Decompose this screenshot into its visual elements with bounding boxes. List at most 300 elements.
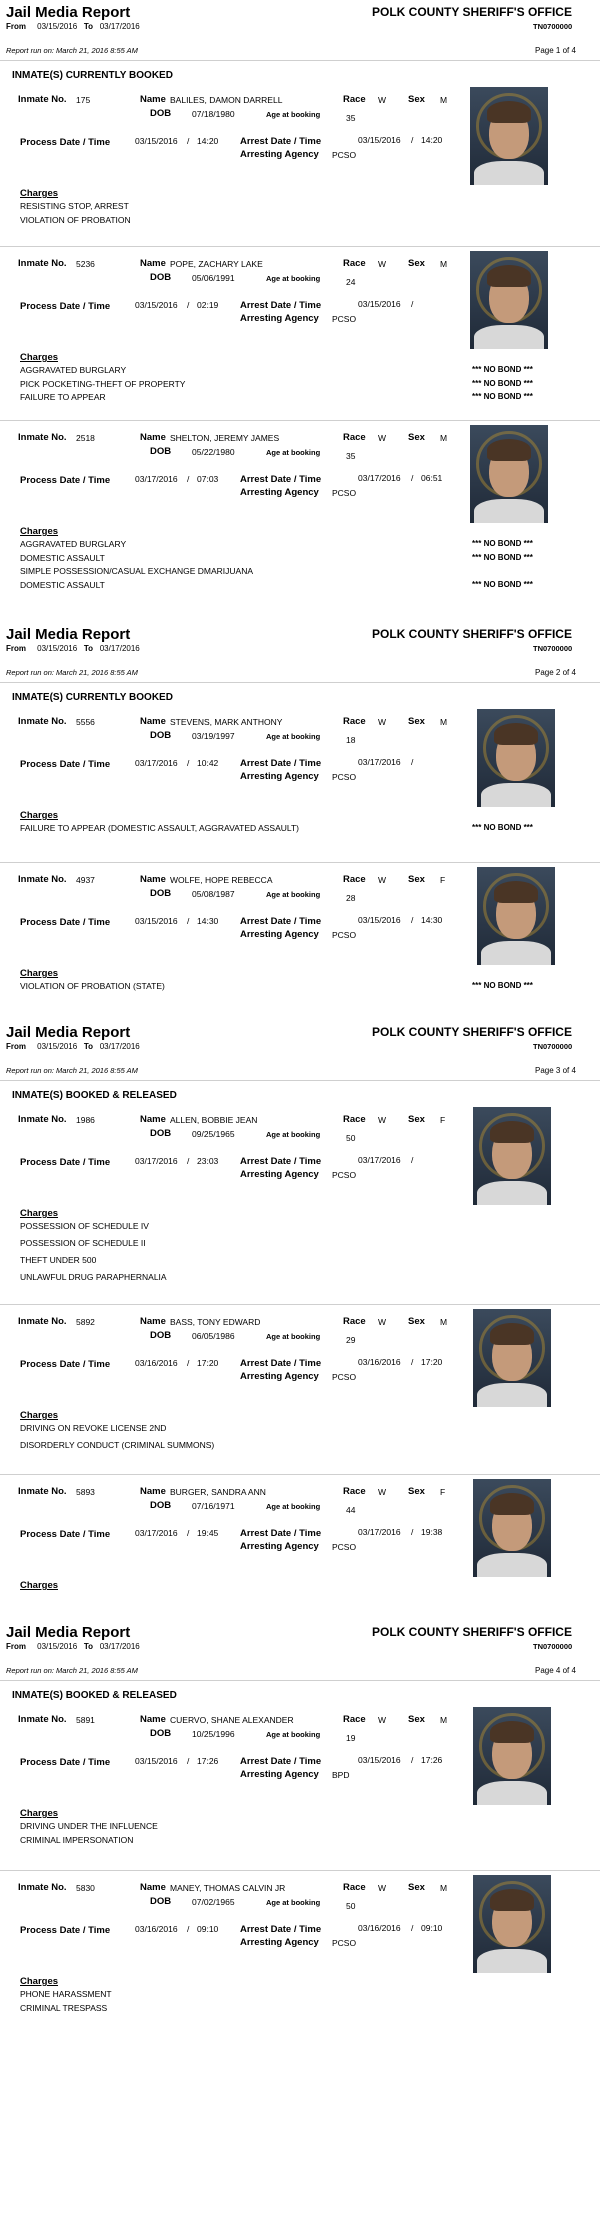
inmate-photo	[470, 425, 548, 523]
process-date: 03/15/2016	[135, 136, 178, 146]
dob-label: DOB	[150, 1500, 172, 1511]
age-value: 35	[346, 451, 356, 461]
divider	[0, 1080, 600, 1081]
page-number: Page 1 of 4	[535, 46, 576, 55]
charges-label: Charges	[20, 1976, 59, 1987]
agency-value: PCSO	[332, 1372, 357, 1382]
sex-label: Sex	[408, 874, 425, 885]
report-title: Jail Media Report	[6, 626, 131, 643]
inmate-photo	[473, 1107, 551, 1205]
age-label: Age at booking	[266, 110, 321, 119]
age-value: 35	[346, 113, 356, 123]
shirt-shape	[477, 1553, 547, 1577]
arrest-date: 03/17/2016	[358, 1527, 401, 1537]
org-name: POLK COUNTY SHERIFF'S OFFICE	[372, 5, 572, 19]
age-label: Age at booking	[266, 1898, 321, 1907]
hair-shape	[490, 1493, 534, 1515]
hair-shape	[494, 723, 538, 745]
age-label: Age at booking	[266, 1332, 321, 1341]
name-label: Name	[140, 1882, 166, 1893]
bond-status: *** NO BOND ***	[472, 378, 533, 388]
dob-value: 05/22/1980	[192, 447, 235, 457]
race-value: W	[378, 259, 387, 269]
to-label: To	[83, 644, 94, 653]
inmate-photo	[470, 251, 548, 349]
inmate-no: 4937	[76, 875, 95, 885]
section-title: INMATE(S) CURRENTLY BOOKED	[12, 70, 173, 81]
from-label: From	[6, 1642, 26, 1651]
process-label: Process Date / Time	[20, 917, 111, 928]
agency-label: Arresting Agency	[240, 1937, 319, 1948]
process-time: 02:19	[197, 300, 219, 310]
inmate-photo	[473, 1707, 551, 1805]
inmate-no-label: Inmate No.	[18, 258, 67, 269]
inmate-no: 2518	[76, 433, 95, 443]
dob-value: 05/08/1987	[192, 889, 235, 899]
divider	[0, 60, 600, 61]
sex-value: M	[440, 1317, 448, 1327]
process-label: Process Date / Time	[20, 137, 111, 148]
sex-label: Sex	[408, 94, 425, 105]
race-value: W	[378, 1317, 387, 1327]
to-date: 03/17/2016	[99, 22, 140, 31]
report-title: Jail Media Report	[6, 1024, 131, 1041]
arrest-slash: /	[411, 299, 414, 309]
sex-value: F	[440, 1487, 446, 1497]
agency-label: Arresting Agency	[240, 1769, 319, 1780]
sex-label: Sex	[408, 1882, 425, 1893]
from-label: From	[6, 22, 26, 31]
arrest-slash: /	[411, 1357, 414, 1367]
sex-label: Sex	[408, 432, 425, 443]
process-slash: /	[187, 1924, 190, 1934]
arrest-label: Arrest Date / Time	[240, 1156, 322, 1167]
arrest-label: Arrest Date / Time	[240, 916, 322, 927]
inmate-photo	[473, 1875, 551, 1973]
sex-label: Sex	[408, 716, 425, 727]
inmate-no-label: Inmate No.	[18, 1486, 67, 1497]
agency-value: PCSO	[332, 314, 357, 324]
charges-label: Charges	[20, 1808, 59, 1819]
to-label: To	[83, 22, 94, 31]
name-label: Name	[140, 94, 166, 105]
charge-item: DRIVING UNDER THE INFLUENCE	[20, 1821, 158, 1831]
hair-shape	[490, 1889, 534, 1911]
inmate-name: SHELTON, JEREMY JAMES	[170, 433, 280, 443]
charges-label: Charges	[20, 352, 59, 363]
process-label: Process Date / Time	[20, 1925, 111, 1936]
process-slash: /	[187, 136, 190, 146]
process-slash: /	[187, 1156, 190, 1166]
arrest-time: 19:38	[421, 1527, 443, 1537]
age-value: 18	[346, 735, 356, 745]
bond-status: *** NO BOND ***	[472, 392, 533, 401]
arrest-date: 03/17/2016	[358, 757, 401, 767]
process-label: Process Date / Time	[20, 759, 111, 770]
race-label: Race	[343, 1714, 366, 1725]
name-label: Name	[140, 432, 166, 443]
inmate-no-label: Inmate No.	[18, 874, 67, 885]
sex-label: Sex	[408, 1316, 425, 1327]
arrest-date: 03/15/2016	[358, 915, 401, 925]
age-label: Age at booking	[266, 1730, 321, 1739]
age-label: Age at booking	[266, 274, 321, 283]
name-label: Name	[140, 258, 166, 269]
arrest-date: 03/16/2016	[358, 1357, 401, 1367]
divider	[0, 682, 600, 683]
process-label: Process Date / Time	[20, 301, 111, 312]
agency-label: Arresting Agency	[240, 771, 319, 782]
process-label: Process Date / Time	[20, 1359, 111, 1370]
sex-value: M	[440, 1883, 448, 1893]
bond-status: *** NO BOND ***	[472, 365, 533, 374]
process-time: 17:20	[197, 1358, 219, 1368]
sex-value: M	[440, 259, 448, 269]
inmate-no-label: Inmate No.	[18, 1316, 67, 1327]
report-run-on: Report run on: March 21, 2016 8:55 AM	[6, 1066, 138, 1075]
report-page	[0, 1020, 600, 1620]
shirt-shape	[474, 325, 544, 349]
arrest-time: 09:10	[421, 1923, 443, 1933]
inmate-no-label: Inmate No.	[18, 1114, 67, 1125]
name-label: Name	[140, 1316, 166, 1327]
process-label: Process Date / Time	[20, 475, 111, 486]
section-title: INMATE(S) BOOKED & RELEASED	[12, 1690, 177, 1701]
inmate-no-label: Inmate No.	[18, 716, 67, 727]
inmate-no: 1986	[76, 1115, 95, 1125]
shirt-shape	[477, 1949, 547, 1973]
bond-status: *** NO BOND ***	[472, 552, 533, 562]
charge-item: AGGRAVATED BURGLARY	[20, 539, 127, 549]
inmate-photo	[477, 867, 555, 965]
date-range	[6, 22, 140, 31]
sex-value: M	[440, 433, 448, 443]
agency-label: Arresting Agency	[240, 929, 319, 940]
inmate-name: MANEY, THOMAS CALVIN JR	[170, 1883, 286, 1893]
inmate-no: 5891	[76, 1715, 95, 1725]
dob-value: 07/16/1971	[192, 1501, 235, 1511]
process-time: 14:20	[197, 136, 219, 146]
inmate-name: BALILES, DAMON DARRELL	[170, 95, 283, 105]
inmate-no-label: Inmate No.	[18, 432, 67, 443]
record-divider	[0, 1304, 600, 1305]
inmate-photo	[477, 709, 555, 807]
divider	[0, 1680, 600, 1681]
arrest-slash: /	[411, 473, 414, 483]
org-name: POLK COUNTY SHERIFF'S OFFICE	[372, 1625, 572, 1639]
arrest-slash: /	[411, 915, 414, 925]
race-value: W	[378, 1883, 387, 1893]
report-page	[0, 1620, 600, 2220]
report-run-on: Report run on: March 21, 2016 8:55 AM	[6, 1666, 138, 1675]
age-value: 19	[346, 1733, 356, 1743]
arrest-slash: /	[411, 1527, 414, 1537]
arrest-date: 03/15/2016	[358, 299, 401, 309]
charge-item: DRIVING ON REVOKE LICENSE 2ND	[20, 1423, 167, 1433]
arrest-slash: /	[411, 135, 414, 145]
process-slash: /	[187, 300, 190, 310]
charge-item: VIOLATION OF PROBATION	[20, 214, 131, 225]
process-label: Process Date / Time	[20, 1529, 111, 1540]
inmate-name: BURGER, SANDRA ANN	[170, 1487, 266, 1497]
arrest-slash: /	[411, 1755, 414, 1765]
agency-label: Arresting Agency	[240, 313, 319, 324]
shirt-shape	[474, 161, 544, 185]
dob-value: 10/25/1996	[192, 1729, 235, 1739]
to-date: 03/17/2016	[99, 1642, 140, 1651]
page-number: Page 3 of 4	[535, 1066, 576, 1075]
arrest-date: 03/15/2016	[358, 135, 401, 145]
dob-label: DOB	[150, 272, 172, 283]
arrest-time: 17:20	[421, 1357, 443, 1367]
to-label: To	[83, 1042, 94, 1051]
arrest-slash: /	[411, 1923, 414, 1933]
race-value: W	[378, 875, 387, 885]
arrest-slash: /	[411, 757, 414, 767]
sex-label: Sex	[408, 1714, 425, 1725]
race-label: Race	[343, 1316, 366, 1327]
dob-value: 07/02/1965	[192, 1897, 235, 1907]
facility-code: TN0700000	[533, 1642, 573, 1651]
sex-label: Sex	[408, 1114, 425, 1125]
age-value: 29	[346, 1335, 356, 1345]
process-date: 03/16/2016	[135, 1358, 178, 1368]
section-title: INMATE(S) BOOKED & RELEASED	[12, 1090, 177, 1101]
charge-item: POSSESSION OF SCHEDULE IV	[20, 1221, 149, 1231]
inmate-record	[0, 1110, 600, 1310]
charge-item: FAILURE TO APPEAR (DOMESTIC ASSAULT, AGGRAVATED ASSAULT)	[20, 823, 300, 833]
process-slash: /	[187, 1528, 190, 1538]
to-date: 03/17/2016	[99, 1042, 140, 1051]
date-range	[6, 644, 140, 653]
dob-value: 06/05/1986	[192, 1331, 235, 1341]
sex-label: Sex	[408, 258, 425, 269]
date-range	[6, 1042, 140, 1051]
date-range	[6, 1642, 140, 1651]
report-run-on: Report run on: March 21, 2016 8:55 AM	[6, 46, 138, 55]
arrest-label: Arrest Date / Time	[240, 1924, 322, 1935]
race-value: W	[378, 1715, 387, 1725]
shirt-shape	[477, 1181, 547, 1205]
charges-label: Charges	[20, 968, 59, 979]
dob-label: DOB	[150, 1896, 172, 1907]
shirt-shape	[474, 499, 544, 523]
inmate-record	[0, 1878, 600, 2078]
race-label: Race	[343, 1882, 366, 1893]
agency-value: PCSO	[332, 930, 357, 940]
hair-shape	[490, 1323, 534, 1345]
inmate-record	[0, 428, 600, 628]
bond-status: *** NO BOND ***	[472, 579, 533, 589]
charge-item: FAILURE TO APPEAR	[20, 392, 106, 402]
facility-code: TN0700000	[533, 1042, 573, 1051]
agency-value: PCSO	[332, 1170, 357, 1180]
charge-item: VIOLATION OF PROBATION (STATE)	[20, 981, 165, 991]
dob-label: DOB	[150, 108, 172, 119]
arrest-date: 03/17/2016	[358, 473, 401, 483]
age-label: Age at booking	[266, 1502, 321, 1511]
process-time: 23:03	[197, 1156, 219, 1166]
agency-label: Arresting Agency	[240, 487, 319, 498]
process-label: Process Date / Time	[20, 1757, 111, 1768]
process-time: 09:10	[197, 1924, 219, 1934]
age-value: 28	[346, 893, 356, 903]
arrest-slash: /	[411, 1155, 414, 1165]
age-label: Age at booking	[266, 890, 321, 899]
age-value: 24	[346, 277, 356, 287]
charge-item: DISORDERLY CONDUCT (CRIMINAL SUMMONS)	[20, 1440, 215, 1450]
race-value: W	[378, 433, 387, 443]
arrest-label: Arrest Date / Time	[240, 1358, 322, 1369]
charge-item: DOMESTIC ASSAULT	[20, 552, 105, 563]
dob-value: 07/18/1980	[192, 109, 235, 119]
arrest-time: 14:20	[421, 135, 443, 145]
to-date: 03/17/2016	[99, 644, 140, 653]
race-label: Race	[343, 1114, 366, 1125]
charge-item: CRIMINAL TRESPASS	[20, 2002, 108, 2013]
charge-item: DOMESTIC ASSAULT	[20, 579, 105, 590]
report-run-on: Report run on: March 21, 2016 8:55 AM	[6, 668, 138, 677]
arrest-time: 06:51	[421, 473, 443, 483]
process-time: 14:30	[197, 916, 219, 926]
charge-item: RESISTING STOP, ARREST	[20, 201, 129, 211]
process-date: 03/17/2016	[135, 758, 178, 768]
hair-shape	[490, 1121, 534, 1143]
process-slash: /	[187, 916, 190, 926]
arrest-date: 03/15/2016	[358, 1755, 401, 1765]
dob-label: DOB	[150, 730, 172, 741]
process-date: 03/17/2016	[135, 1156, 178, 1166]
name-label: Name	[140, 1486, 166, 1497]
facility-code: TN0700000	[533, 644, 573, 653]
sex-value: M	[440, 95, 448, 105]
report-title: Jail Media Report	[6, 4, 131, 21]
process-slash: /	[187, 474, 190, 484]
record-divider	[0, 246, 600, 247]
process-slash: /	[187, 1756, 190, 1766]
sex-value: F	[440, 875, 446, 885]
charge-item: THEFT UNDER 500	[20, 1255, 97, 1265]
arrest-date: 03/17/2016	[358, 1155, 401, 1165]
inmate-name: CUERVO, SHANE ALEXANDER	[170, 1715, 294, 1725]
inmate-record	[0, 254, 600, 454]
process-date: 03/16/2016	[135, 1924, 178, 1934]
report-page	[0, 0, 600, 600]
process-date: 03/17/2016	[135, 474, 178, 484]
age-label: Age at booking	[266, 1130, 321, 1139]
agency-value: BPD	[332, 1770, 350, 1780]
race-label: Race	[343, 258, 366, 269]
section-title: INMATE(S) CURRENTLY BOOKED	[12, 692, 173, 703]
bond-status: *** NO BOND ***	[472, 981, 533, 990]
agency-label: Arresting Agency	[240, 1371, 319, 1382]
arrest-label: Arrest Date / Time	[240, 136, 322, 147]
charges-label: Charges	[20, 188, 59, 199]
shirt-shape	[481, 941, 551, 965]
sex-value: M	[440, 717, 448, 727]
dob-value: 03/19/1997	[192, 731, 235, 741]
dob-label: DOB	[150, 1330, 172, 1341]
process-date: 03/15/2016	[135, 300, 178, 310]
name-label: Name	[140, 1714, 166, 1725]
agency-label: Arresting Agency	[240, 149, 319, 160]
dob-label: DOB	[150, 1728, 172, 1739]
report-title: Jail Media Report	[6, 1624, 131, 1641]
inmate-name: ALLEN, BOBBIE JEAN	[170, 1115, 258, 1125]
process-label: Process Date / Time	[20, 1157, 111, 1168]
race-label: Race	[343, 94, 366, 105]
arrest-label: Arrest Date / Time	[240, 758, 322, 769]
charge-item: AGGRAVATED BURGLARY	[20, 365, 127, 375]
from-label: From	[6, 644, 26, 653]
charges-label: Charges	[20, 1580, 59, 1591]
record-divider	[0, 1870, 600, 1871]
inmate-photo	[473, 1479, 551, 1577]
bond-status: *** NO BOND ***	[472, 539, 533, 548]
hair-shape	[490, 1721, 534, 1743]
org-name: POLK COUNTY SHERIFF'S OFFICE	[372, 627, 572, 641]
hair-shape	[487, 265, 531, 287]
inmate-name: STEVENS, MARK ANTHONY	[170, 717, 283, 727]
arrest-time: 17:26	[421, 1755, 443, 1765]
arrest-label: Arrest Date / Time	[240, 1756, 322, 1767]
agency-value: PCSO	[332, 488, 357, 498]
dob-label: DOB	[150, 1128, 172, 1139]
inmate-no: 5236	[76, 259, 95, 269]
to-label: To	[83, 1642, 94, 1651]
charges-label: Charges	[20, 1208, 59, 1219]
process-time: 07:03	[197, 474, 219, 484]
charge-item: PHONE HARASSMENT	[20, 1989, 112, 1999]
age-label: Age at booking	[266, 732, 321, 741]
race-value: W	[378, 1115, 387, 1125]
inmate-name: POPE, ZACHARY LAKE	[170, 259, 263, 269]
charge-item: UNLAWFUL DRUG PARAPHERNALIA	[20, 1272, 167, 1282]
inmate-no: 175	[76, 95, 91, 105]
process-date: 03/15/2016	[135, 1756, 178, 1766]
charge-item: PICK POCKETING-THEFT OF PROPERTY	[20, 378, 186, 389]
name-label: Name	[140, 874, 166, 885]
agency-value: PCSO	[332, 150, 357, 160]
race-value: W	[378, 95, 387, 105]
inmate-no-label: Inmate No.	[18, 94, 67, 105]
race-value: W	[378, 717, 387, 727]
process-time: 10:42	[197, 758, 219, 768]
page-number: Page 2 of 4	[535, 668, 576, 677]
age-value: 44	[346, 1505, 356, 1515]
sex-value: F	[440, 1115, 446, 1125]
arrest-label: Arrest Date / Time	[240, 300, 322, 311]
age-value: 50	[346, 1901, 356, 1911]
race-label: Race	[343, 432, 366, 443]
bond-status: *** NO BOND ***	[472, 823, 533, 832]
inmate-no: 5892	[76, 1317, 95, 1327]
from-date: 03/15/2016	[37, 644, 78, 653]
record-divider	[0, 420, 600, 421]
inmate-name: WOLFE, HOPE REBECCA	[170, 875, 273, 885]
arrest-date: 03/16/2016	[358, 1923, 401, 1933]
hair-shape	[494, 881, 538, 903]
page-number: Page 4 of 4	[535, 1666, 576, 1675]
dob-value: 09/25/1965	[192, 1129, 235, 1139]
charge-item: SIMPLE POSSESSION/CASUAL EXCHANGE DMARIJUANA	[20, 566, 254, 576]
arrest-label: Arrest Date / Time	[240, 1528, 322, 1539]
shirt-shape	[477, 1383, 547, 1407]
record-divider	[0, 1474, 600, 1475]
agency-value: PCSO	[332, 1938, 357, 1948]
agency-label: Arresting Agency	[240, 1169, 319, 1180]
dob-value: 05/06/1991	[192, 273, 235, 283]
